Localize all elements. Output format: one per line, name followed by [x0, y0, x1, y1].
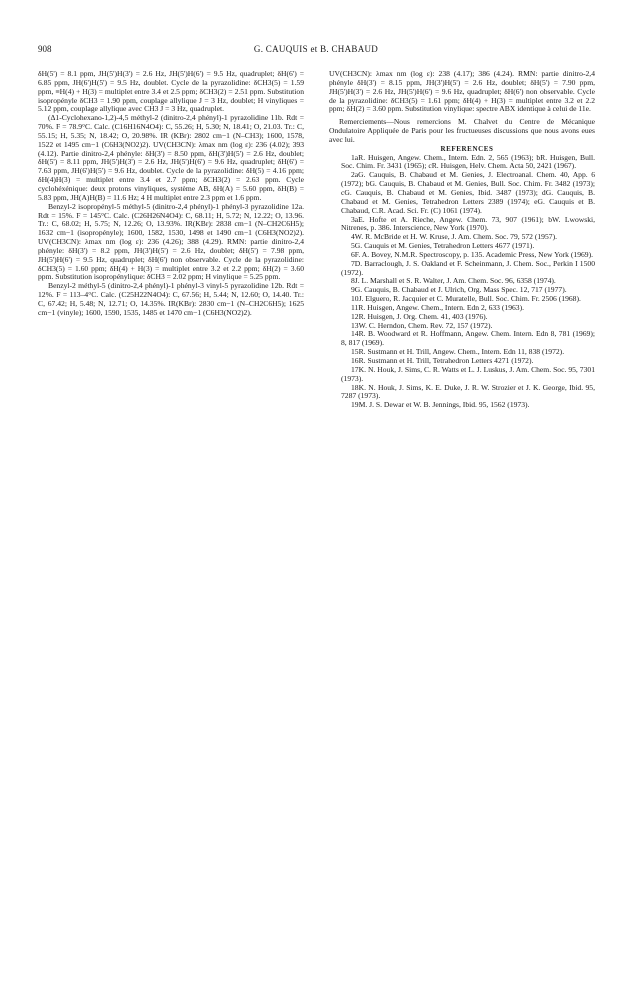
- experimental-paragraph: δH(5') = 8.1 ppm, JH(5')H(3') = 2.6 Hz, JH(5')H(6') = 9.5 Hz, quadruplet; δH(6') = 6.85 ppm, JH(6')H(5') = 9.5 Hz, doublet. Cycle de la pyrazolidine: δCH3(5) = 1.59 ppm, ≡H(4) + H(3) = multiplet entre 3.4 et 2.5 ppm; δCH3(2) = 2.51 ppm. Substitution isopropényle δCH3 = 1.90 ppm, couplage allylique J = 3 Hz, doublet; H vinyliques = 5.12 ppm, couplage allylique avec CH3 J = 3 Hz, quadruplet.: [38, 69, 304, 114]
- reference-item: 7D. Barraclough, J. S. Oakland et F. Scheinmann, J. Chem. Soc., Perkin I 1500 (1972).: [341, 258, 595, 277]
- reference-item: 16R. Sustmann et H. Trill, Tetrahedron Letters 4271 (1972).: [351, 356, 534, 365]
- reference-item: 8J. L. Marshall et S. R. Walter, J. Am. Chem. Soc. 96, 6358 (1974).: [351, 276, 556, 286]
- acknowledgement-paragraph: Remerciements—Nous remercions M. Chalvet du Centre de Mécanique Ondulatoire Appliquée de Paris pour les fructueuses discussions que nous avons eues avec lui.: [329, 117, 595, 144]
- reference-item: 9G. Cauquis, B. Chabaud et J. Ulrich, Org. Mass Spec. 12, 717 (1977).: [351, 285, 567, 295]
- reference-item: 12R. Huisgen, J. Org. Chem. 41, 403 (1976).: [351, 311, 488, 321]
- continuation-paragraph: UV(CH3CN): λmax nm (log ε): 238 (4.17); 386 (4.24). RMN: partie dinitro-2,4 phényle δH(3') = 8.15 ppm, JH(3')H(5') = 2.6 Hz, doublet; δH(5') = 7.90 ppm, JH(5')H(3') = 2.6 Hz, JH(5')H(6') = 9.6 Hz, quadruplet; δH(6') non observable. Cycle de la pyrazolidine: δCH3(5) = 1.61 ppm; δH(4) + H(3) = multiplet entre 3.2 et 2.2 ppm; δH(2) = 3.60 ppm. Substitution vinylique: spectre ABX identique à celui de 11e.: [329, 69, 595, 114]
- reference-item: 13W. C. Herndon, Chem. Rev. 72, 157 (1972).: [351, 320, 493, 330]
- reference-item: 3aE. Hofte et A. Rieche, Angew. Chem. 73, 907 (1961); bW. Lwowski, Nitrenes, p. 386. Interscience, New York (1970).: [341, 214, 595, 233]
- page-header: [38, 44, 594, 58]
- reference-item: 15R. Sustmann et H. Trill, Angew. Chem., Intern. Edn 11, 838 (1972).: [351, 347, 565, 357]
- page-number: 908: [38, 44, 52, 54]
- references-list: [329, 154, 595, 410]
- compound-12a-paragraph: Benzyl-2 isopropényl-5 méthyl-5 (dinitro-2,4 phényl)-1 phényl-3 pyrazolidine 12a. Rdt = 15%. F = 145°C. Calc. (C26H26N4O4): C, 68.11; H, 5.72; N, 12.22; O, 13.96. Tr.: C, 68.02; H, 5.75; N, 12.26; O, 13.93%. IR(KBr): 2838 cm−1 (N–CH2C6H5); 1632 cm−1 (isopropényle); 1600, 1582, 1530, 1498 et 1490 cm−1 (C6H3(NO2)2). UV(CH3CN): λmax nm (log ε): 236 (4.26); 388 (4.29). RMN: partie dinitro-2,4 phényle: δH(3') = 8.2 ppm, JH(3')H(5') = 2.6 Hz, doublet; δH(5') = 7.98 ppm, JH(5')H(6') = 9.5 Hz, quadruplet; δH(6') non observable. Cycle de la pyrazolidine: δCH3(5) = 1.60 ppm; δH(4) + H(3) = multiplet entre 3.2 et 2.2 ppm; δH(2) = 3.60 ppm. Substitution isopropénylique: δCH3 = 2.02 ppm; H vinylique = 5.25 ppm.: [38, 201, 304, 282]
- reference-item: 17K. N. Houk, J. Sims, C. R. Watts et L. J. Luskus, J. Am. Chem. Soc. 95, 7301 (1973).: [341, 364, 595, 383]
- running-head: G. CAUQUIS et B. CHABAUD: [253, 44, 379, 54]
- reference-item: 14R. B. Woodward et R. Hoffmann, Angew. Chem. Intern. Edn 8, 781 (1969); 8, 817 (1969).: [341, 329, 595, 348]
- reference-item: 4W. R. McBride et H. W. Kruse, J. Am. Chem. Soc. 79, 572 (1957).: [351, 232, 558, 242]
- left-column: [38, 70, 304, 318]
- reference-item: 5G. Cauquis et M. Genies, Tetrahedron Letters 4677 (1971).: [351, 241, 535, 251]
- reference-item: 1aR. Huisgen, Angew. Chem., Intern. Edn. 2, 565 (1963); bR. Huisgen, Bull. Soc. Chim. Fr. 3431 (1965); cR. Huisgen, Helv. Chem. Acta 50, 2421 (1967).: [341, 152, 595, 171]
- reference-item: 10J. Elguero, R. Jacquier et C. Muratelle, Bull. Soc. Chim. Fr. 2506 (1968).: [351, 294, 581, 304]
- reference-item: 6F. A. Bovey, N.M.R. Spectroscopy, p. 135. Academic Press, New York (1969).: [351, 249, 594, 259]
- reference-item: 19M. J. S. Dewar et W. B. Jennings, Ibid. 95, 1562 (1973).: [351, 400, 530, 410]
- right-column: [329, 70, 595, 410]
- reference-item: 11R. Huisgen, Angew. Chem., Intern. Edn 2, 633 (1963).: [351, 302, 525, 312]
- reference-item: 2aG. Cauquis, B. Chabaud et M. Genies, J. Electroanal. Chem. 40, App. 6 (1972); bG. Cauquis, B. Chabaud et M. Genies, Bull. Soc. Chim. Fr. 3482 (1973); cG. Cauquis, B. Chabaud et M. Genies, Ibid. 3487 (1973); dG. Cauquis, B. Chabaud et M. Genies, Tetrahedron Letters 2389 (1974); eG. Cauquis et B. Chabaud, C.R. Acad. Sci. Fr. (C) 1061 (1974).: [341, 170, 595, 215]
- compound-12b-paragraph: Benzyl-2 méthyl-5 (dinitro-2,4 phényl)-1 phényl-3 vinyl-5 pyrazolidine 12b. Rdt = 12%. F = 113–4°C. Calc. (C25H22N4O4): C, 67.56; H, 5.44; N, 12.60; O, 14.40. Tr.: C, 67.42; H, 5.48; N, 12.71; O, 14.35%. IR(KBr): 2830 cm−1 (N–CH2C6H5); 1625 cm−1 (vinyle); 1600, 1590, 1535, 1485 et 1470 cm−1 (C6H3(NO2)2).: [38, 281, 304, 317]
- reference-item: 18K. N. Houk, J. Sims, K. E. Duke, J. R. W. Strozier et J. K. George, Ibid. 95, 7287 (1973).: [341, 382, 595, 401]
- references-heading: REFERENCES: [440, 144, 494, 153]
- compound-11b-paragraph: (Δ1-Cyclohexano-1,2)-4,5 méthyl-2 (dinitro-2,4 phényl)-1 pyrazolidine 11b. Rdt = 70%. F = 78.9°C. Calc. (C16H16N4O4): C, 55.26; H, 5.30; N, 18.41; O, 21.03. Tr.: C, 55.15; H, 5.35; N, 18.42; O, 20.98%. IR (KBr): 2802 cm−1 (N–CH3); 1600, 1578, 1522 et 1495 cm−1 (C6H3(NO2)2). UV(CH3CN): λmax nm (log ε): 236 (4.02); 393 (4.12). Partie dinitro-2,4 phényle: δH(3') = 8.50 ppm, δH(3')H(5') = 2.6 Hz, doublet; δH(5') = 8.11 ppm, JH(5')H(3') = 2.6 Hz, JH(5')H(6') = 9.6 Hz, quadruplet; δH(6') = 7.63 ppm, JH(6')H(5') = 9.6 Hz, doublet. Cycle de la pyrazolidine: δH(5) = 4.16 ppm; δH(4)H(3) = multiplet entre 3.4 et 2.7 ppm; δCH3(2) = 2.63 ppm. Cycle cyclohéxénique: deux protons vinyliques, système AB, δH(A) = 5.60 ppm, δH(B) = 5.83 ppm, JH(A)H(B) = 11.6 Hz; 4 H multiplet entre 2.3 ppm et 1.6 ppm.: [38, 113, 304, 202]
